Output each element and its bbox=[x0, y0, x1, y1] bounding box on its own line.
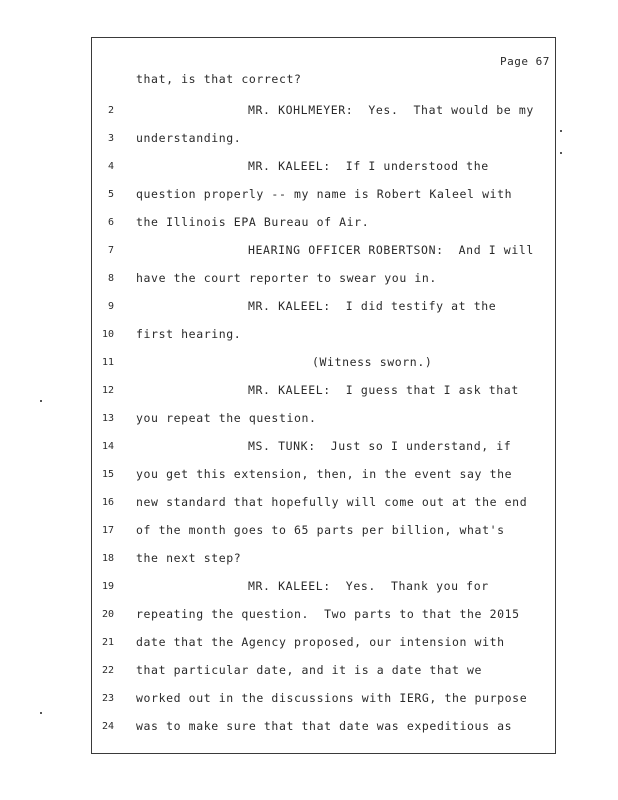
line-number: 23 bbox=[101, 693, 114, 704]
transcript-line bbox=[0, 159, 618, 177]
page-number: Page 67 bbox=[500, 55, 550, 68]
scan-speck bbox=[560, 152, 562, 154]
transcript-line bbox=[0, 299, 618, 317]
line-text: HEARING OFFICER ROBERTSON: And I will bbox=[248, 243, 534, 257]
line-text: of the month goes to 65 parts per billion, what's bbox=[136, 523, 505, 537]
transcript-line bbox=[0, 495, 618, 513]
transcript-line bbox=[0, 243, 618, 261]
line-number: 20 bbox=[101, 609, 114, 620]
transcript-line bbox=[0, 691, 618, 709]
line-number: 3 bbox=[107, 133, 114, 144]
line-number: 22 bbox=[101, 665, 114, 676]
line-text: MR. KALEEL: If I understood the bbox=[248, 159, 489, 173]
line-number: 11 bbox=[101, 357, 114, 368]
line-text: the Illinois EPA Bureau of Air. bbox=[136, 215, 370, 229]
line-number: 16 bbox=[101, 497, 114, 508]
line-text: was to make sure that that date was expeditious as bbox=[136, 719, 513, 733]
line-text: first hearing. bbox=[136, 327, 242, 341]
line-number: 13 bbox=[101, 413, 114, 424]
transcript-line bbox=[0, 187, 618, 205]
transcript-line bbox=[0, 551, 618, 569]
transcript-line bbox=[0, 215, 618, 233]
transcript-line bbox=[0, 327, 618, 345]
line-text: you get this extension, then, in the event say the bbox=[136, 467, 513, 481]
line-number: 2 bbox=[107, 105, 114, 116]
transcript-line bbox=[0, 663, 618, 681]
transcript-line bbox=[0, 411, 618, 429]
transcript-line bbox=[0, 271, 618, 289]
line-number: 12 bbox=[101, 385, 114, 396]
line-number: 4 bbox=[107, 161, 114, 172]
line-number: 6 bbox=[107, 217, 114, 228]
transcript-line bbox=[0, 383, 618, 401]
line-number: 21 bbox=[101, 637, 114, 648]
transcript-line bbox=[0, 72, 618, 90]
transcript-line bbox=[0, 635, 618, 653]
transcript-line bbox=[0, 439, 618, 457]
line-number: 18 bbox=[101, 553, 114, 564]
line-number: 15 bbox=[101, 469, 114, 480]
line-text: have the court reporter to swear you in. bbox=[136, 271, 437, 285]
scan-speck bbox=[560, 130, 562, 132]
line-number: 17 bbox=[101, 525, 114, 536]
transcript-line bbox=[0, 579, 618, 597]
transcript-line bbox=[0, 467, 618, 485]
line-text: repeating the question. Two parts to that the 2015 bbox=[136, 607, 520, 621]
scan-speck bbox=[40, 400, 42, 402]
line-number: 9 bbox=[107, 301, 114, 312]
line-text: that particular date, and it is a date that we bbox=[136, 663, 483, 677]
transcript-line bbox=[0, 355, 618, 373]
line-text: worked out in the discussions with IERG, the purpose bbox=[136, 691, 528, 705]
line-text: you repeat the question. bbox=[136, 411, 317, 425]
line-number: 10 bbox=[101, 329, 114, 340]
line-text: date that the Agency proposed, our intension with bbox=[136, 635, 505, 649]
transcript-line bbox=[0, 103, 618, 121]
line-text: question properly -- my name is Robert Kaleel with bbox=[136, 187, 513, 201]
line-text: MR. KOHLMEYER: Yes. That would be my bbox=[248, 103, 534, 117]
line-text: MS. TUNK: Just so I understand, if bbox=[248, 439, 512, 453]
line-number: 14 bbox=[101, 441, 114, 452]
line-number: 8 bbox=[107, 273, 114, 284]
line-text: (Witness sworn.) bbox=[312, 355, 433, 369]
line-text: understanding. bbox=[136, 131, 242, 145]
line-number: 7 bbox=[107, 245, 114, 256]
line-text: that, is that correct? bbox=[136, 72, 302, 86]
scan-speck bbox=[40, 712, 42, 714]
line-number: 5 bbox=[107, 189, 114, 200]
transcript-line bbox=[0, 131, 618, 149]
line-number: 24 bbox=[101, 721, 114, 732]
line-text: MR. KALEEL: Yes. Thank you for bbox=[248, 579, 489, 593]
line-text: MR. KALEEL: I guess that I ask that bbox=[248, 383, 519, 397]
line-text: the next step? bbox=[136, 551, 242, 565]
line-text: MR. KALEEL: I did testify at the bbox=[248, 299, 497, 313]
transcript-line bbox=[0, 607, 618, 625]
line-number: 19 bbox=[101, 581, 114, 592]
transcript-line bbox=[0, 523, 618, 541]
line-text: new standard that hopefully will come out at the end bbox=[136, 495, 528, 509]
transcript-line bbox=[0, 719, 618, 737]
